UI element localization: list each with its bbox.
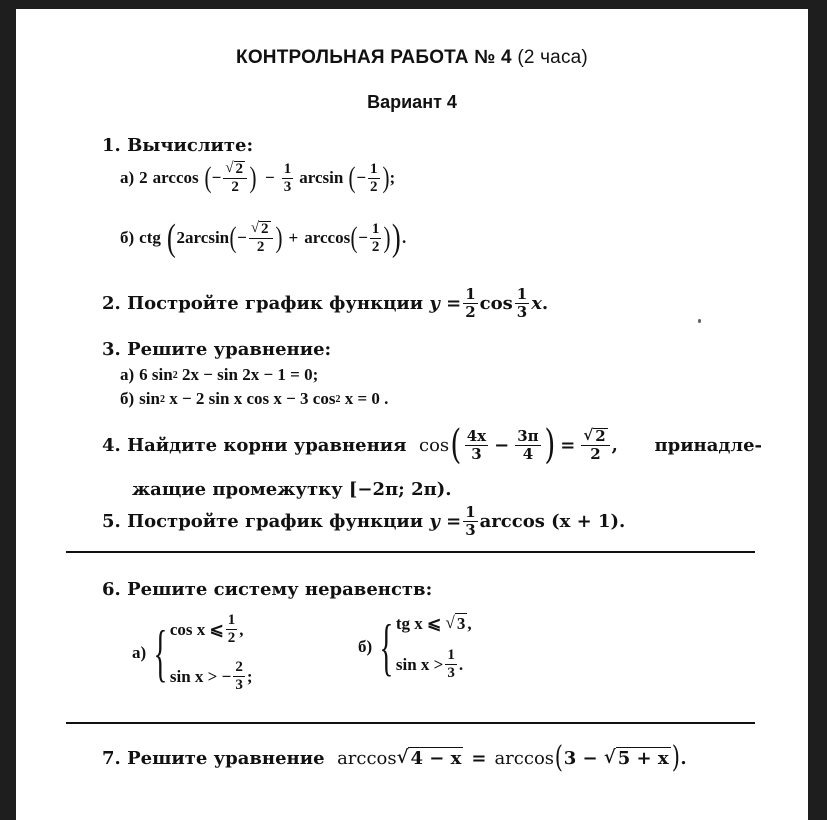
task-1-heading: 1. Вычислите:: [102, 135, 254, 156]
task-4: 4. Найдите корни уравнения cos ( $\frac{4x}{3}$ − $\frac{3\pi}{4}$ ) = √ 2 2 , принадле-: [102, 422, 762, 468]
fraction: $\frac{3\pi}{4}$: [517, 426, 539, 463]
page-title: [16, 47, 808, 69]
task-7: 7. Решите уравнение arccos √ 4 − x = arccos ( 3 − √ 5 + x ) .: [102, 740, 687, 775]
task-6a: а) { cos x ⩽ $\frac{1}{2}$ , sin x > − $\frac{2}{3}$ ;: [132, 612, 253, 693]
task-1b: б) ctg ( 2 arcsin ( − √ 2 2 ) + arccos ( − $\frac{1}{2}$ ) ) .: [120, 217, 407, 259]
section-divider: [66, 722, 755, 724]
task-6-heading: 6. Решите систему неравенств:: [102, 579, 433, 600]
task-3b: б) sin 2 x − 2 sin x cos x − 3 cos 2 x = 0 .: [120, 389, 389, 408]
fraction: $\frac{1}{2}$: [370, 160, 378, 195]
task-3-heading: 3. Решите уравнение:: [102, 339, 332, 360]
title-text: КОНТРОЛЬНАЯ РАБОТА № 4: [236, 47, 512, 68]
fraction: $\frac{1}{2}$: [371, 220, 380, 255]
task-5: 5. Постройте график функции y = $\frac{1}{3}$ arccos (x + 1).: [102, 503, 626, 539]
fraction: $\frac{1}{2}$: [465, 285, 476, 321]
task-3a: а) 6 sin 2 2x − sin 2x − 1 = 0;: [120, 365, 319, 384]
fraction: √ 2 2: [581, 428, 609, 462]
stray-mark: [698, 319, 701, 323]
fraction: √ 2 2: [223, 161, 247, 195]
fraction: √ 2 2: [249, 221, 273, 255]
system-brace: {: [379, 611, 394, 682]
task-4-line2: жащие промежутку [−2π; 2π).: [132, 479, 452, 500]
task-1a: а) 2 arccos ( − √ 2 2 ) − $\frac{1}{3}$ arcsin ( − $\frac{1}{2}$ ) ;: [120, 160, 396, 195]
section-divider: [66, 551, 755, 553]
fraction: $\frac{4x}{3}$: [466, 426, 487, 463]
fraction: $\frac{1}{3}$: [283, 160, 292, 195]
variant-heading: Вариант 4: [367, 92, 457, 112]
fraction: $\frac{1}{3}$: [516, 285, 528, 321]
worksheet-page: [16, 9, 808, 820]
task-6b: б) { tg x ⩽ √ 3 , sin x > $\frac{1}{3}$ .: [358, 611, 472, 682]
task-2: 2. Постройте график функции y = $\frac{1}{2}$ cos $\frac{1}{3}$ x .: [102, 285, 549, 321]
fraction: $\frac{1}{3}$: [465, 503, 476, 539]
title-duration: (2 часа): [517, 47, 588, 68]
system-brace: {: [153, 617, 168, 688]
